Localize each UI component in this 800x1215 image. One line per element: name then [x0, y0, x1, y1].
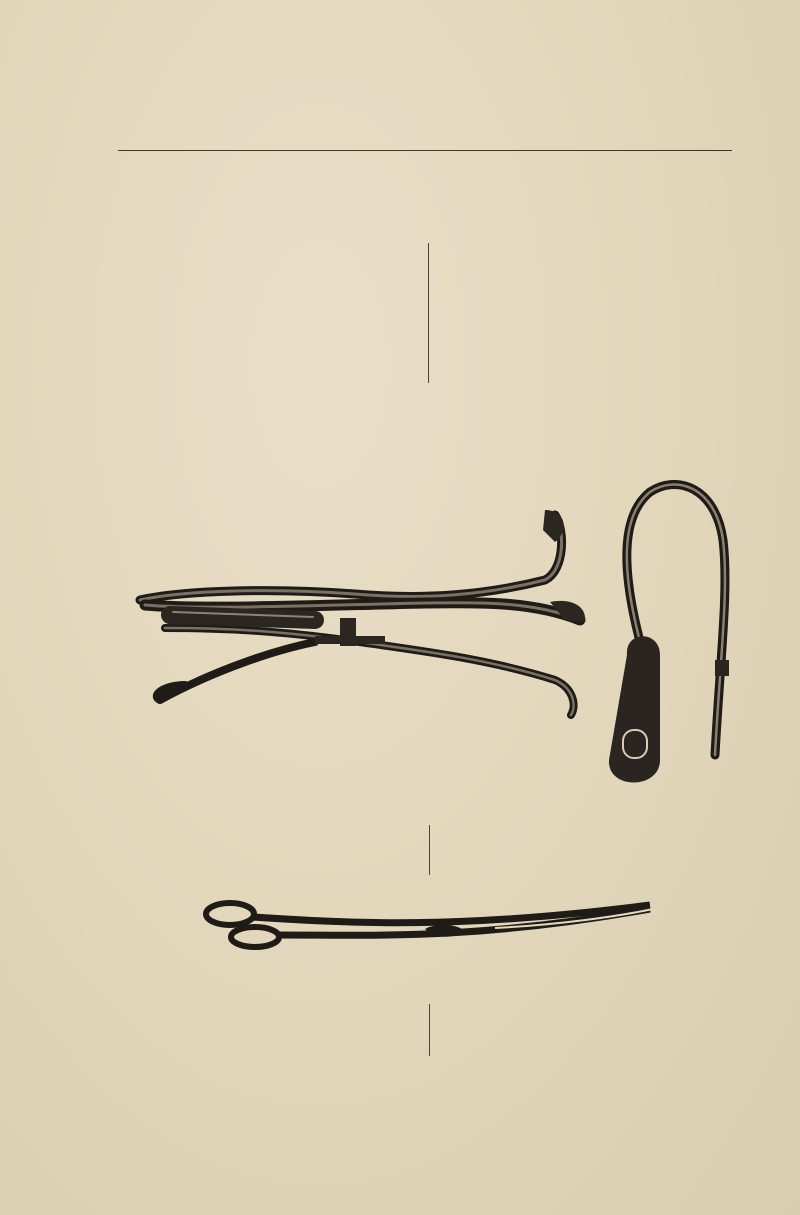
header-rule [118, 150, 732, 151]
fig-585-forceps-illustration [195, 895, 665, 965]
fig-584-barnes-dilator-illustration [605, 480, 745, 785]
column-divider-2 [429, 825, 430, 875]
column-divider-3 [429, 1004, 430, 1056]
fig-583-tarnier-spreader-illustration [125, 510, 590, 725]
column-divider [428, 243, 429, 383]
